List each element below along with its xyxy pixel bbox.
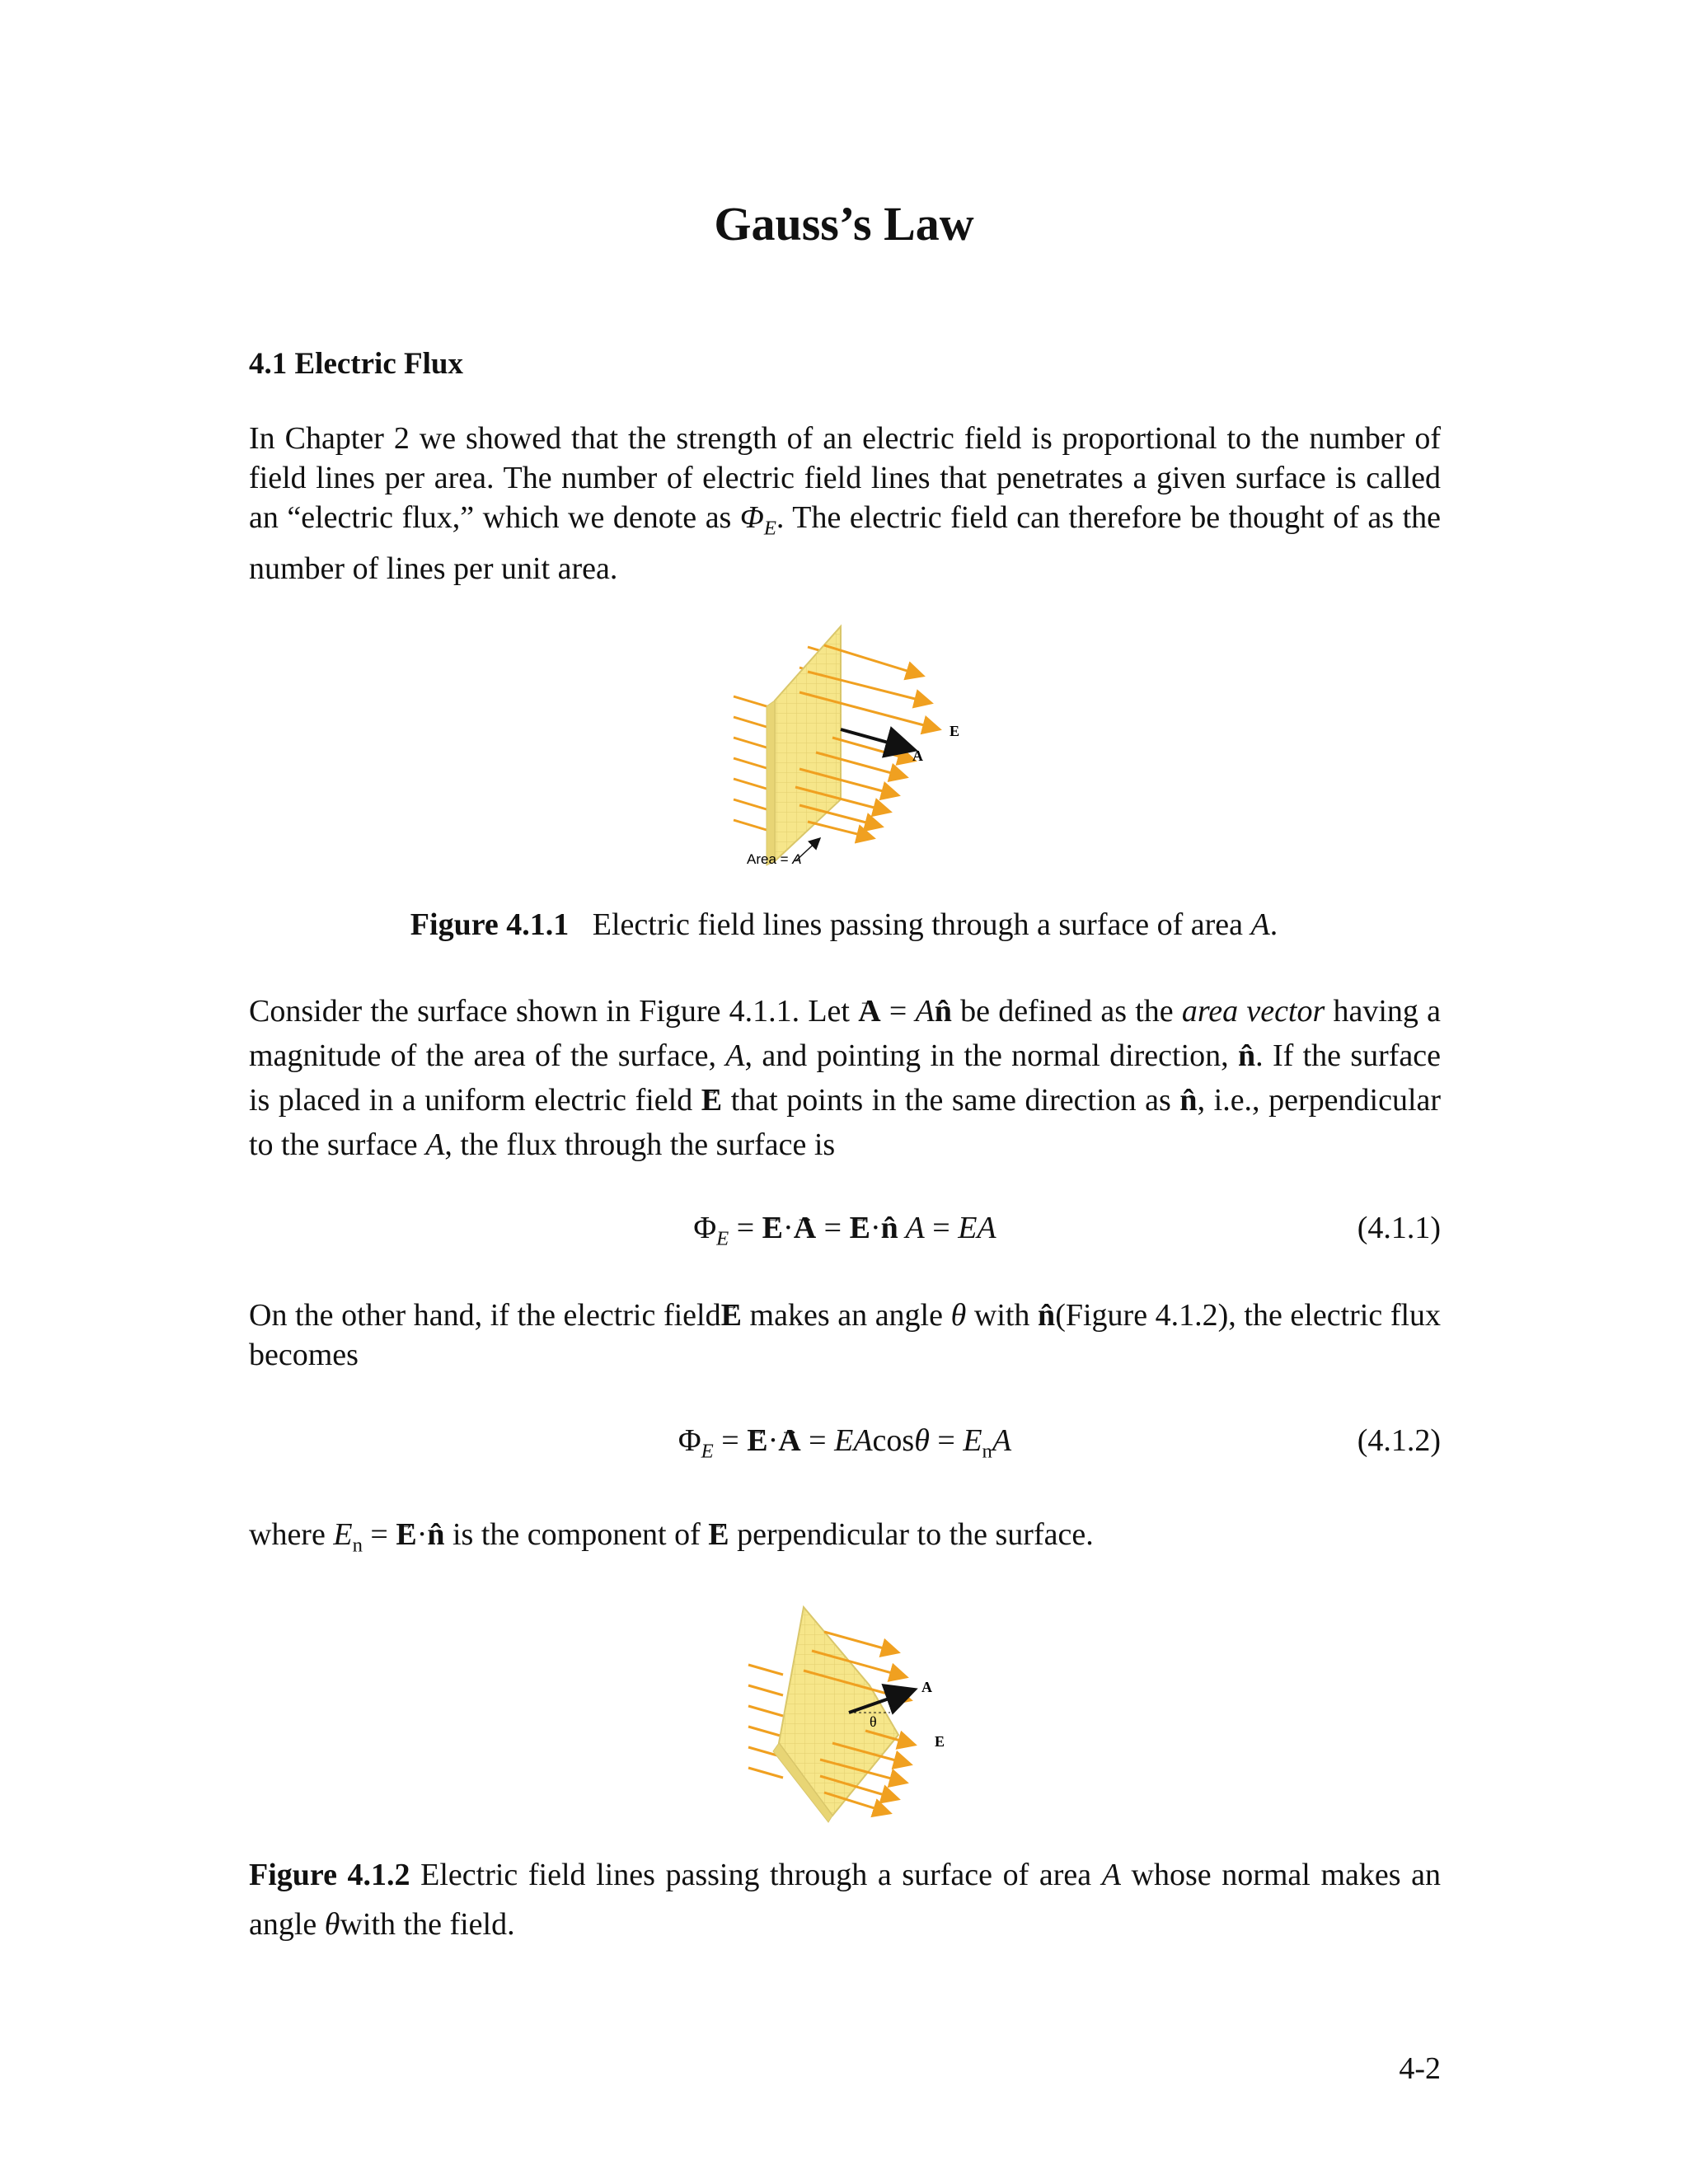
label-A: A <box>921 1679 932 1695</box>
equation-number: (4.1.2) <box>1357 1423 1441 1458</box>
intro-paragraph: In Chapter 2 we showed that the strength of an electric field is proportional to the number of field lines per area. The number of electric field lines that penetrates a given surface is called an “electric flux,” which we denote as $\Phi_E$. The electric field can therefore be thought of as the number of lines per unit area. <box>249 421 1441 586</box>
angle-paragraph: On the other hand, if the electric field→ E makes an angle θ with n̂(Figure 4.1.2), the electric flux becomes <box>249 1296 1441 1375</box>
area-vector-paragraph: Consider the surface shown in Figure 4.1.1. Let → A = An̂ be defined as the area vector having a magnitude of the area of the surface, A, and pointing in the normal direction, n̂. If the surface is placed in a uniform electric field → E that points in the same direction as n̂, i.e., perpendicular to the surface A, the flux through the surface is <box>249 989 1441 1167</box>
equation-4-1-2: $\Phi_E$ = → $E\cdot\to A = EAcos\theta = E_nA$ (4.1.2) <box>249 1416 1441 1465</box>
figure-4-1-1 <box>717 614 981 882</box>
label-A: A <box>912 748 923 764</box>
field-through-surface-diagram <box>717 614 981 878</box>
equation-4-1-1: $\Phi_E$ = → E·→ A = → E·n̂ A = EA (4.1.1) <box>249 1203 1441 1253</box>
equation-number: (4.1.1) <box>1357 1211 1441 1245</box>
label-E: E <box>950 723 960 739</box>
label-theta: θ <box>870 1713 877 1730</box>
figure-4-1-1-caption: Figure 4.1.1 Electric field lines passing through a surface of area A. <box>410 907 1278 942</box>
area-vector-arrow <box>841 729 915 750</box>
page-number: 4-2 <box>1399 2051 1441 2086</box>
page-title: Gauss’s Law <box>714 197 974 251</box>
normal-component-paragraph: where $E_n$ = → E·n̂ is the component of → E perpendicular to the surface. <box>249 1515 1441 1566</box>
figure-4-1-2 <box>725 1595 973 1830</box>
flux-symbol: Φ <box>739 500 764 535</box>
label-area: Area = A <box>747 851 802 867</box>
figure-4-1-2-caption: Figure 4.1.2 Electric field lines passing through a surface of area A whose normal makes an angle θwith the field. <box>249 1858 1441 1942</box>
label-E: E <box>935 1733 945 1750</box>
section-heading: 4.1 Electric Flux <box>249 347 463 381</box>
tilted-surface-diagram <box>725 1595 973 1825</box>
